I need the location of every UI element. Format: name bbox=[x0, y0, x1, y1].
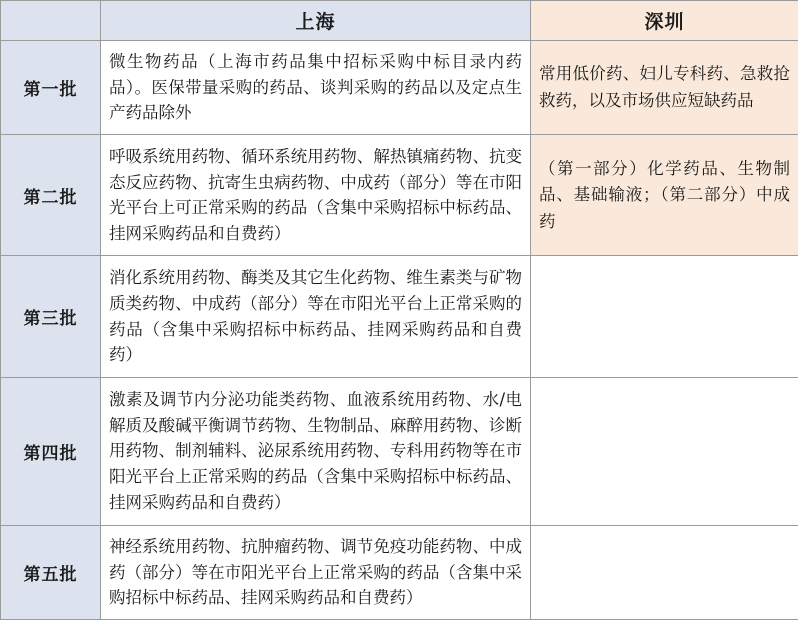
table-header bbox=[1, 1, 798, 41]
table-row bbox=[1, 525, 798, 619]
table-body bbox=[1, 41, 798, 620]
shanghai-cell-1-text: 微生物药品（上海市药品集中招标采购中标目录内药品）。医保带量采购的药品、谈判采购的药品以及定点生产药品除外 bbox=[109, 52, 522, 123]
shanghai-cell-4 bbox=[101, 377, 531, 525]
table-row bbox=[1, 41, 798, 135]
shanghai-cell-5 bbox=[101, 525, 531, 619]
shenzhen-cell-1-text: 常用低价药、妇儿专科药、急救抢救药，以及市场供应短缺药品 bbox=[539, 64, 790, 110]
header-cell-shanghai: 上海 bbox=[101, 1, 531, 41]
table-row bbox=[1, 256, 798, 377]
shanghai-cell-3 bbox=[101, 256, 531, 377]
shanghai-cell-5-text: 神经系统用药物、抗肿瘤药物、调节免疫功能药物、中成药（部分）等在市阳光平台上正常采购的药品（含集中采购招标中标药品、挂网采购药品和自费药） bbox=[109, 537, 522, 608]
header-cell-batch bbox=[1, 1, 101, 41]
table-row bbox=[1, 377, 798, 525]
shanghai-cell-1 bbox=[101, 41, 531, 135]
shenzhen-cell-1 bbox=[531, 41, 798, 135]
shenzhen-cell-2 bbox=[531, 135, 798, 256]
batch-label-4: 第四批 bbox=[1, 377, 101, 525]
shenzhen-cell-2-text: （第一部分）化学药品、生物制品、基础输液；（第二部分）中成药 bbox=[539, 158, 790, 231]
shanghai-cell-2-text: 呼吸系统用药物、循环系统用药物、解热镇痛药物、抗变态反应药物、抗寄生虫病药物、中成药（部分）等在市阳光平台上可正常采购的药品（含集中采购招标中标药品、挂网采购药品和自费药） bbox=[109, 147, 522, 243]
header-cell-shenzhen: 深圳 bbox=[531, 1, 798, 41]
batch-label-5: 第五批 bbox=[1, 525, 101, 619]
shenzhen-cell-3 bbox=[531, 256, 798, 377]
shanghai-cell-2 bbox=[101, 135, 531, 256]
shenzhen-cell-5 bbox=[531, 525, 798, 619]
batch-label-3: 第三批 bbox=[1, 256, 101, 377]
batch-label-2: 第二批 bbox=[1, 135, 101, 256]
table-row bbox=[1, 135, 798, 256]
batch-label-1: 第一批 bbox=[1, 41, 101, 135]
shanghai-cell-3-text: 消化系统用药物、酶类及其它生化药物、维生素类与矿物质类药物、中成药（部分）等在市阳光平台上正常采购的药品（含集中采购招标中标药品、挂网采购药品和自费药） bbox=[109, 268, 522, 365]
shanghai-cell-4-text: 激素及调节内分泌功能类药物、血液系统用药物、水/电解质及酸碱平衡调节药物、生物制品、麻醉用药物、诊断用药物、制剂辅料、泌尿系统用药物、专科用药物等在市阳光平台上正常采购的药品（含集中采购招标中标药品、挂网采购药品和自费药） bbox=[109, 390, 522, 512]
shenzhen-cell-4 bbox=[531, 377, 798, 525]
table-header-row bbox=[1, 1, 798, 41]
